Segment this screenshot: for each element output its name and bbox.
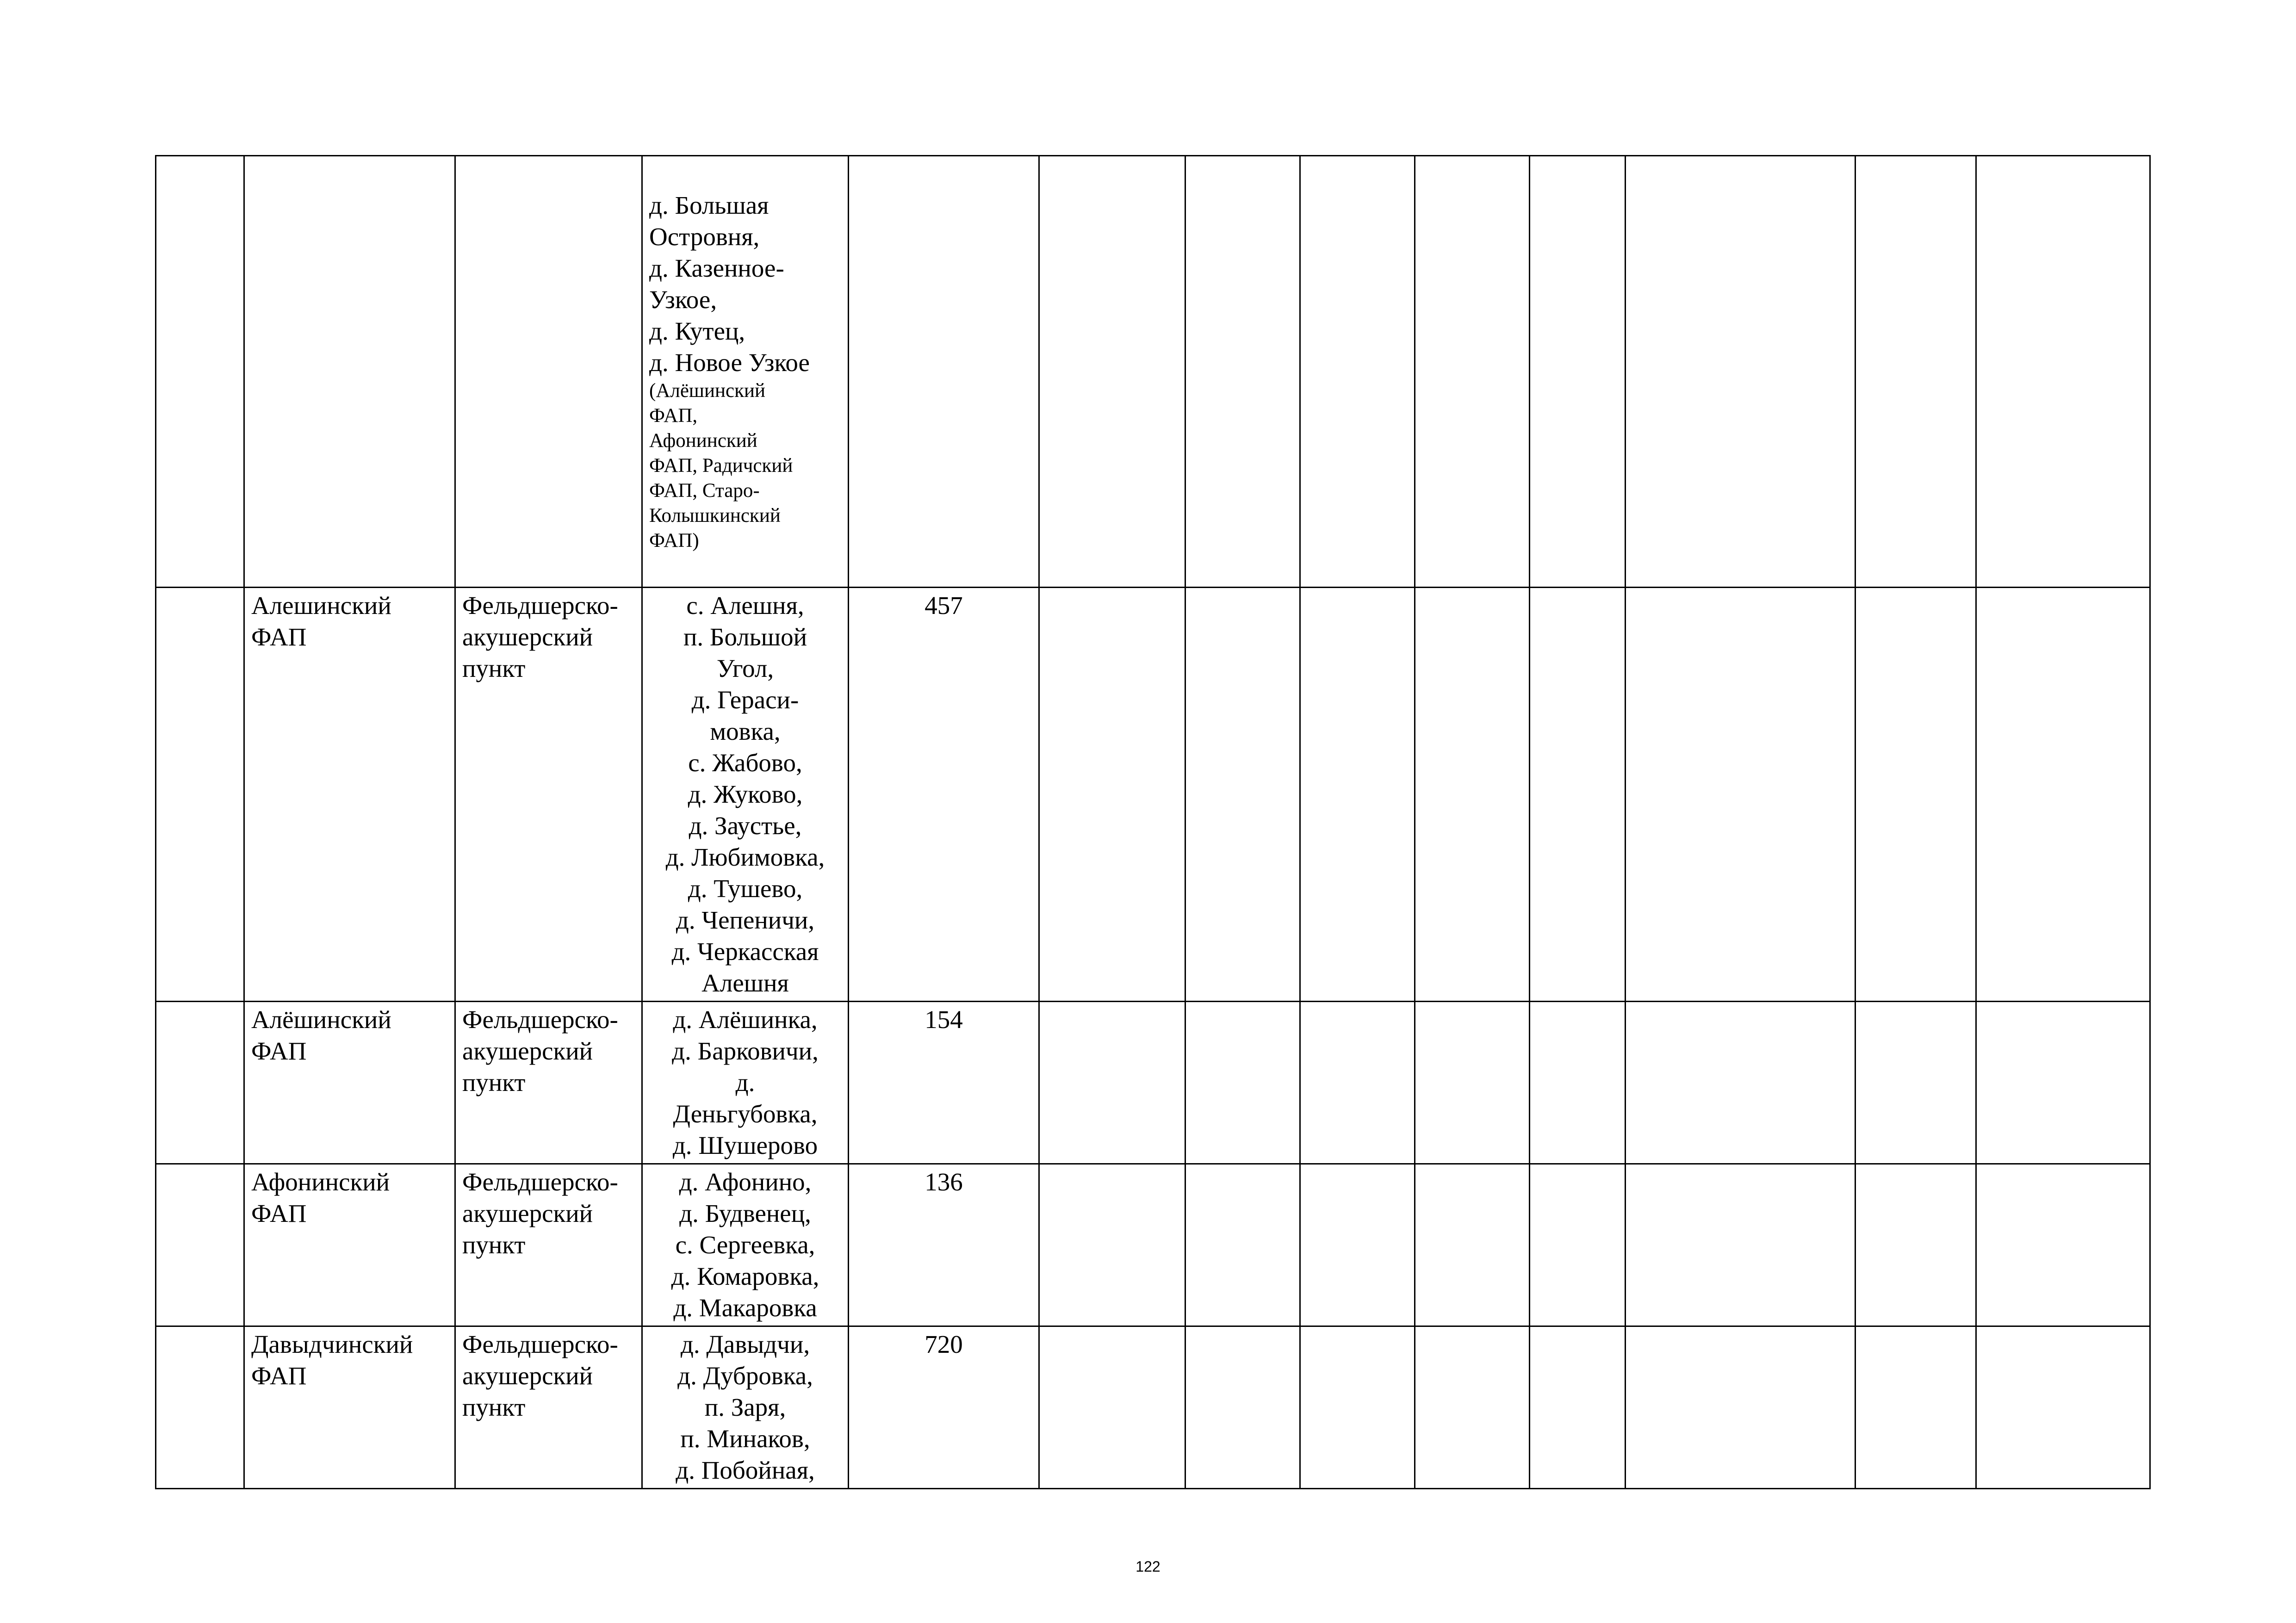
population-cell: 154: [849, 1002, 1039, 1164]
empty-cell: [1300, 1164, 1415, 1326]
facility-name-cell: Афонинский ФАП: [244, 1164, 455, 1326]
empty-cell: [1530, 156, 1626, 588]
facility-type-cell: Фельдшерско- акушерский пункт: [455, 1002, 642, 1164]
empty-cell: [1976, 156, 2150, 588]
empty-cell: [1976, 588, 2150, 1002]
table-row: [156, 588, 2150, 1002]
empty-cell: [1415, 1164, 1530, 1326]
settlements-cell: с. Алешня, п. Большой Угол, д. Гераси- мовка, с. Жабово, д. Жуково, д. Заустье, д. Любимовка, д. Тушево, д. Чепеничи, д. Черкасская Алешня: [642, 588, 849, 1002]
empty-cell: [1185, 1164, 1300, 1326]
facility-type-cell: Фельдшерско- акушерский пункт: [455, 1164, 642, 1326]
empty-cell: [1530, 1164, 1626, 1326]
empty-cell: [1626, 1326, 1855, 1489]
empty-cell: [1855, 1002, 1976, 1164]
number-cell: [156, 1164, 244, 1326]
empty-cell: [1039, 156, 1185, 588]
empty-cell: [1300, 156, 1415, 588]
empty-cell: [1626, 156, 1855, 588]
empty-cell: [1976, 1326, 2150, 1489]
facility-name-cell: Алёшинский ФАП: [244, 1002, 455, 1164]
empty-cell: [1185, 1002, 1300, 1164]
facilities-table: [155, 155, 2151, 1489]
empty-cell: [1039, 1326, 1185, 1489]
empty-cell: [1185, 156, 1300, 588]
empty-cell: [1530, 588, 1626, 1002]
facility-type-cell: Фельдшерско- акушерский пункт: [455, 1326, 642, 1489]
empty-cell: [1415, 1002, 1530, 1164]
population-cell: 720: [849, 1326, 1039, 1489]
facility-name-cell: Давыдчинский ФАП: [244, 1326, 455, 1489]
settlements-cell: д. Афонино, д. Будвенец, с. Сергеевка, д. Комаровка, д. Макаровка: [642, 1164, 849, 1326]
empty-cell: [1855, 156, 1976, 588]
settlements-list: д. Большая Островня, д. Казенное- Узкое, д. Кутец, д. Новое Узкое: [649, 191, 810, 377]
facility-name-cell: Алешинский ФАП: [244, 588, 455, 1002]
number-cell: [156, 588, 244, 1002]
settlements-cell: [642, 156, 849, 588]
empty-cell: [1415, 156, 1530, 588]
empty-cell: [1976, 1164, 2150, 1326]
empty-cell: [1976, 1002, 2150, 1164]
empty-cell: [1855, 588, 1976, 1002]
empty-cell: [1415, 588, 1530, 1002]
empty-cell: [1039, 1002, 1185, 1164]
empty-cell: [1300, 588, 1415, 1002]
empty-cell: [1300, 1326, 1415, 1489]
empty-cell: [1626, 1002, 1855, 1164]
settlements-note: (Алёшинский ФАП, Афонинский ФАП, Радичский ФАП, Старо- Колышкинский ФАП): [649, 380, 793, 551]
number-cell: [156, 156, 244, 588]
population-cell: 457: [849, 588, 1039, 1002]
population-cell: 136: [849, 1164, 1039, 1326]
facility-type-cell: Фельдшерско- акушерский пункт: [455, 588, 642, 1002]
table-row: [156, 156, 2150, 588]
table-row: [156, 1164, 2150, 1326]
empty-cell: [1300, 1002, 1415, 1164]
empty-cell: [1185, 588, 1300, 1002]
number-cell: [156, 1002, 244, 1164]
empty-cell: [1855, 1164, 1976, 1326]
empty-cell: [1626, 1164, 1855, 1326]
settlements-cell: д. Давыдчи, д. Дубровка, п. Заря, п. Минаков, д. Побойная,: [642, 1326, 849, 1489]
empty-cell: [1415, 1326, 1530, 1489]
facility-name-cell: [244, 156, 455, 588]
empty-cell: [1855, 1326, 1976, 1489]
number-cell: [156, 1326, 244, 1489]
page-number: 122: [1136, 1558, 1160, 1575]
empty-cell: [1530, 1326, 1626, 1489]
population-cell: [849, 156, 1039, 588]
empty-cell: [1039, 588, 1185, 1002]
facility-type-cell: [455, 156, 642, 588]
empty-cell: [1530, 1002, 1626, 1164]
empty-cell: [1185, 1326, 1300, 1489]
table-row: [156, 1326, 2150, 1489]
table-row: [156, 1002, 2150, 1164]
empty-cell: [1039, 1164, 1185, 1326]
settlements-cell: д. Алёшинка, д. Барковичи, д. Деньгубовка, д. Шушерово: [642, 1002, 849, 1164]
empty-cell: [1626, 588, 1855, 1002]
